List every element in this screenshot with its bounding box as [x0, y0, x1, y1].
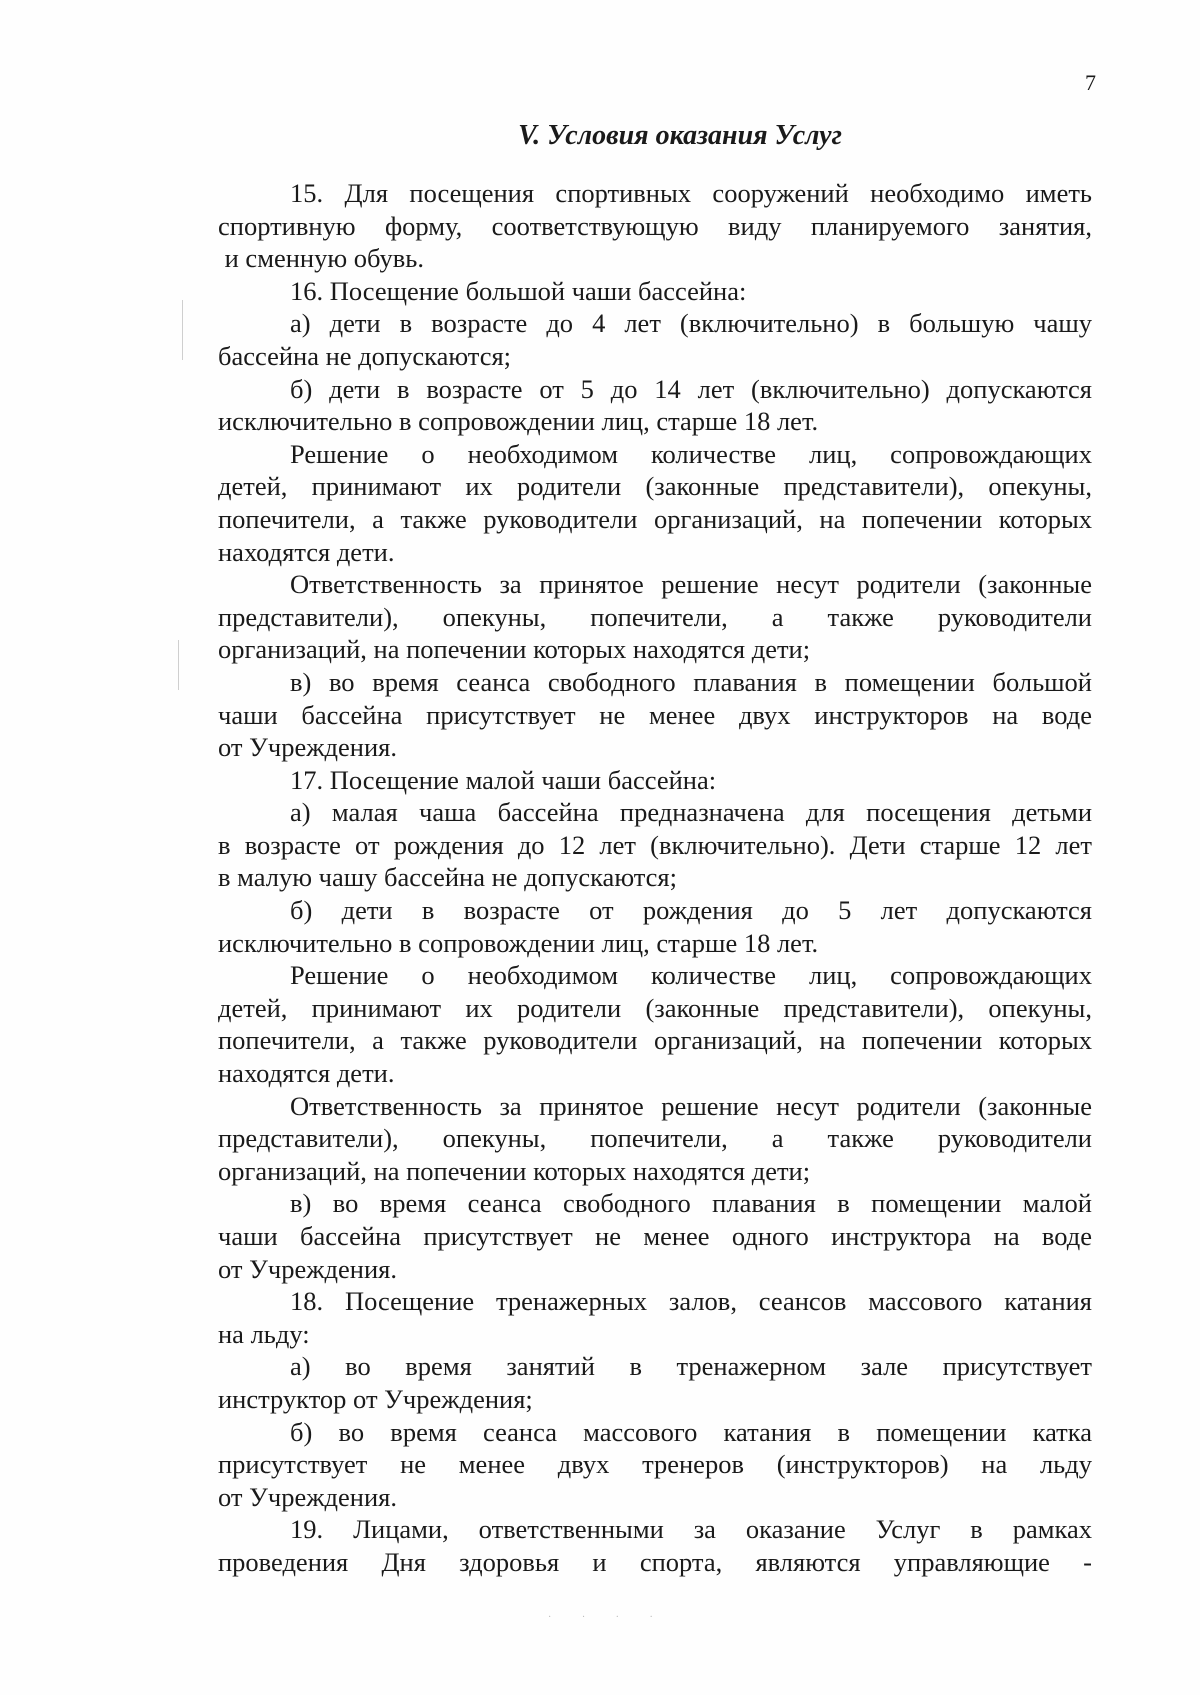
text-line: организаций, на попечении которых находятся дети;: [218, 634, 811, 665]
text-line: Решение о необходимом количестве лиц, сопровождающих: [290, 960, 1092, 991]
text-line: в малую чашу бассейна не допускаются;: [218, 862, 677, 893]
text-line: Ответственность за принятое решение несут родители (законные: [290, 569, 1092, 600]
text-line: находятся дети.: [218, 536, 395, 567]
text-line: представители), опекуны, попечители, а также руководители: [218, 601, 1092, 632]
text-line: детей, принимают их родители (законные представители), опекуны,: [218, 471, 1092, 502]
page-number: 7: [1085, 70, 1096, 95]
text-line: а) во время занятий в тренажерном зале присутствует: [290, 1351, 1092, 1382]
text-line: 17. Посещение малой чаши бассейна:: [290, 764, 717, 795]
scan-artifact-line: [178, 640, 179, 690]
text-line: представители), опекуны, попечители, а также руководители: [218, 1123, 1092, 1154]
text-line: от Учреждения.: [218, 1481, 397, 1512]
scan-artifact-dots: · · · ·: [548, 1612, 667, 1623]
text-line: детей, принимают их родители (законные представители), опекуны,: [218, 992, 1092, 1023]
text-line: бассейна не допускаются;: [218, 340, 512, 371]
text-line: 16. Посещение большой чаши бассейна:: [290, 275, 747, 306]
text-line: в) во время сеанса свободного плавания в помещении большой: [290, 666, 1092, 697]
text-line: попечители, а также руководители организаций, на попечении которых: [218, 1025, 1092, 1056]
text-line: в возрасте от рождения до 12 лет (включительно). Дети старше 12 лет: [218, 829, 1092, 860]
scan-artifact-line: [182, 300, 183, 360]
text-line: находятся дети.: [218, 1058, 395, 1089]
text-line: проведения Дня здоровья и спорта, являются управляющие -: [218, 1546, 1092, 1577]
text-line: Решение о необходимом количестве лиц, сопровождающих: [290, 438, 1092, 469]
text-line: б) во время сеанса массового катания в помещении катка: [290, 1416, 1092, 1447]
text-line: а) дети в возрасте до 4 лет (включительно) в большую чашу: [290, 308, 1092, 339]
text-line: инструктор от Учреждения;: [218, 1383, 533, 1414]
text-line: Ответственность за принятое решение несут родители (законные: [290, 1090, 1092, 1121]
document-body: [218, 177, 1092, 1579]
text-line: организаций, на попечении которых находятся дети;: [218, 1155, 811, 1186]
text-line: чаши бассейна присутствует не менее двух инструкторов на воде: [218, 699, 1092, 730]
text-line: спортивную форму, соответствующую виду планируемого занятия,: [218, 210, 1092, 241]
text-line: б) дети в возрасте от 5 до 14 лет (включительно) допускаются: [290, 373, 1092, 404]
text-line: а) малая чаша бассейна предназначена для посещения детьми: [290, 797, 1092, 828]
text-line: исключительно в сопровождении лиц, старше 18 лет.: [218, 406, 819, 437]
text-line: чаши бассейна присутствует не менее одного инструктора на воде: [218, 1221, 1092, 1251]
text-line: попечители, а также руководители организаций, на попечении которых: [218, 503, 1092, 534]
text-line: от Учреждения.: [218, 1253, 397, 1284]
text-line: 19. Лицами, ответственными за оказание Услуг в рамках: [290, 1514, 1092, 1545]
text-line: и сменную обувь.: [218, 243, 424, 274]
text-line: 18. Посещение тренажерных залов, сеансов массового катания: [290, 1286, 1092, 1317]
text-line: в) во время сеанса свободного плавания в помещении малой: [290, 1188, 1092, 1219]
text-line: б) дети в возрасте от рождения до 5 лет допускаются: [290, 895, 1092, 926]
text-line: исключительно в сопровождении лиц, старше 18 лет.: [218, 927, 819, 958]
text-line: присутствует не менее двух тренеров (инструкторов) на льду: [218, 1449, 1092, 1480]
text-line: от Учреждения.: [218, 732, 397, 763]
section-heading: V. Условия оказания Услуг: [518, 120, 842, 151]
text-line: на льду:: [218, 1318, 310, 1349]
text-line: 15. Для посещения спортивных сооружений необходимо иметь: [290, 178, 1092, 208]
